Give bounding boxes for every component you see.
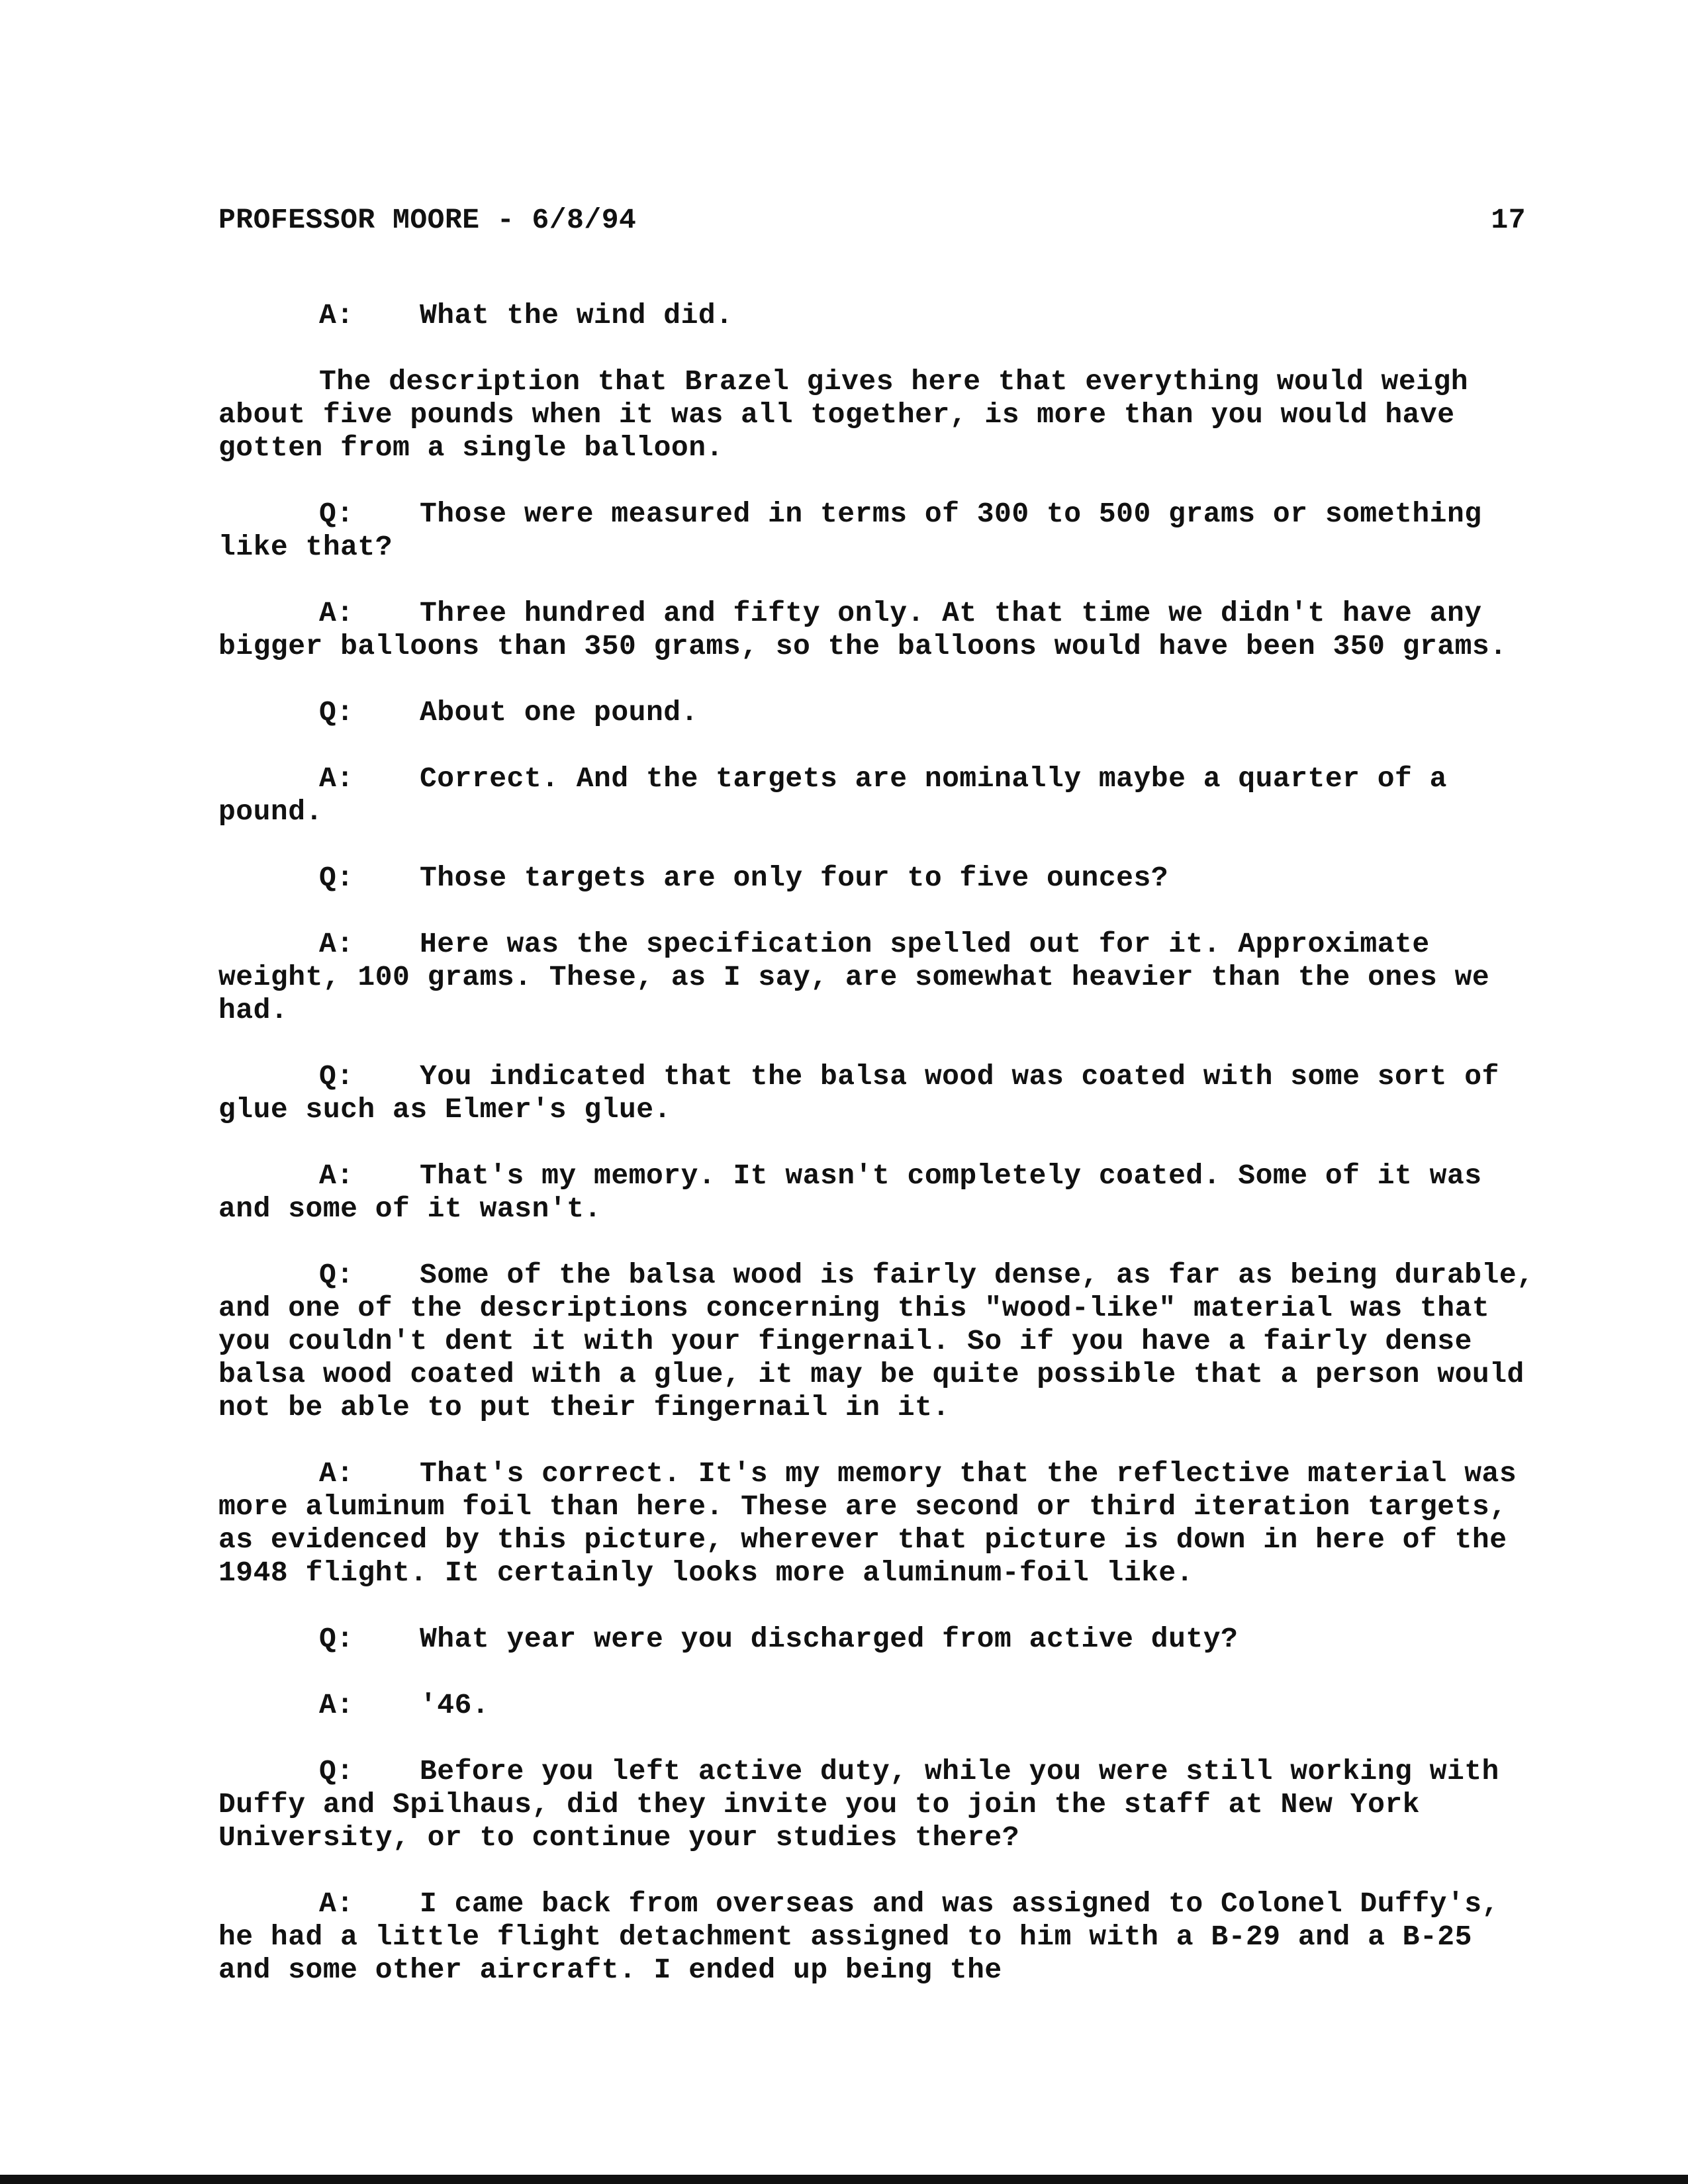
paragraph-text: What the wind did. xyxy=(420,299,733,332)
transcript-paragraph xyxy=(218,1755,1536,1854)
speaker-label: Q: xyxy=(319,696,354,729)
paragraph-text: Before you left active duty, while you were still working with Duffy and Spilhaus, did they invite you to join the staff at New York University, or to continue your studies there? xyxy=(218,1755,1499,1854)
transcript-paragraph xyxy=(218,365,1536,465)
transcript-body xyxy=(218,299,1536,2020)
paragraph-text: I came back from overseas and was assigned to Colonel Duffy's, he had a little flight detachment assigned to him with a B-29 and a B-25 and some other aircraft. I ended up being the xyxy=(218,1888,1499,1986)
speaker-label: A: xyxy=(319,1160,354,1192)
speaker-label: A: xyxy=(319,928,354,960)
paragraph-text: '46. xyxy=(420,1689,490,1721)
speaker-label: Q: xyxy=(319,1623,354,1655)
transcript-paragraph xyxy=(218,928,1536,1027)
paragraph-text: About one pound. xyxy=(420,696,698,729)
transcript-paragraph xyxy=(218,1060,1536,1126)
paragraph-text: That's correct. It's my memory that the reflective material was more aluminum foil than here. These are second or third iteration targets, as evidenced by this picture, wherever that picture is down in here of the 1948 flight. It certainly looks more aluminum-foil like. xyxy=(218,1457,1517,1589)
paragraph-text: Here was the specification spelled out for it. Approximate weight, 100 grams. These, as I say, are somewhat heavier than the ones we had. xyxy=(218,928,1490,1026)
transcript-paragraph xyxy=(218,498,1536,564)
speaker-label: Q: xyxy=(319,862,354,894)
transcript-paragraph xyxy=(218,1689,1536,1722)
transcript-paragraph xyxy=(218,696,1536,729)
speaker-label: Q: xyxy=(319,498,354,530)
speaker-label: A: xyxy=(319,762,354,795)
speaker-label: A: xyxy=(319,1888,354,1920)
speaker-label: Q: xyxy=(319,1060,354,1093)
paragraph-text: Three hundred and fifty only. At that time we didn't have any bigger balloons than 350 grams, so the balloons would have been 350 grams. xyxy=(218,597,1507,662)
paragraph-text: That's my memory. It wasn't completely coated. Some of it was and some of it wasn't. xyxy=(218,1160,1482,1225)
page-number: 17 xyxy=(1491,204,1526,236)
transcript-paragraph xyxy=(218,1457,1536,1590)
speaker-label: A: xyxy=(319,299,354,332)
paragraph-text: The description that Brazel gives here that everything would weigh about five pounds when it was all together, is more than you would have gotten from a single balloon. xyxy=(218,365,1469,464)
paragraph-text: Those were measured in terms of 300 to 500 grams or something like that? xyxy=(218,498,1482,563)
speaker-label: Q: xyxy=(319,1755,354,1788)
paragraph-text: You indicated that the balsa wood was coated with some sort of glue such as Elmer's glue. xyxy=(218,1060,1499,1126)
page-header xyxy=(218,204,1526,244)
transcript-paragraph xyxy=(218,1259,1536,1424)
transcript-paragraph xyxy=(218,862,1536,895)
transcript-paragraph xyxy=(218,1623,1536,1656)
paragraph-text: What year were you discharged from active duty? xyxy=(420,1623,1239,1655)
transcript-paragraph xyxy=(218,1160,1536,1226)
scan-bottom-edge xyxy=(0,2175,1688,2184)
speaker-label: A: xyxy=(319,1689,354,1721)
transcript-paragraph xyxy=(218,299,1536,332)
paragraph-text: Correct. And the targets are nominally maybe a quarter of a pound. xyxy=(218,762,1447,828)
speaker-label: A: xyxy=(319,1457,354,1490)
transcript-paragraph xyxy=(218,597,1536,663)
speaker-label: Q: xyxy=(319,1259,354,1291)
paragraph-text: Those targets are only four to five ounces? xyxy=(420,862,1169,894)
transcript-paragraph xyxy=(218,762,1536,829)
transcript-paragraph xyxy=(218,1888,1536,1987)
speaker-label: A: xyxy=(319,597,354,629)
header-title: PROFESSOR MOORE - 6/8/94 xyxy=(218,204,637,236)
paragraph-text: Some of the balsa wood is fairly dense, as far as being durable, and one of the descriptions concerning this "wood-like" material was that you couldn't dent it with your fingernail. So if you have a fairly dense balsa wood coated with a glue, it may be quite possible that a person would not be able to put their fingernail in it. xyxy=(218,1259,1534,1424)
